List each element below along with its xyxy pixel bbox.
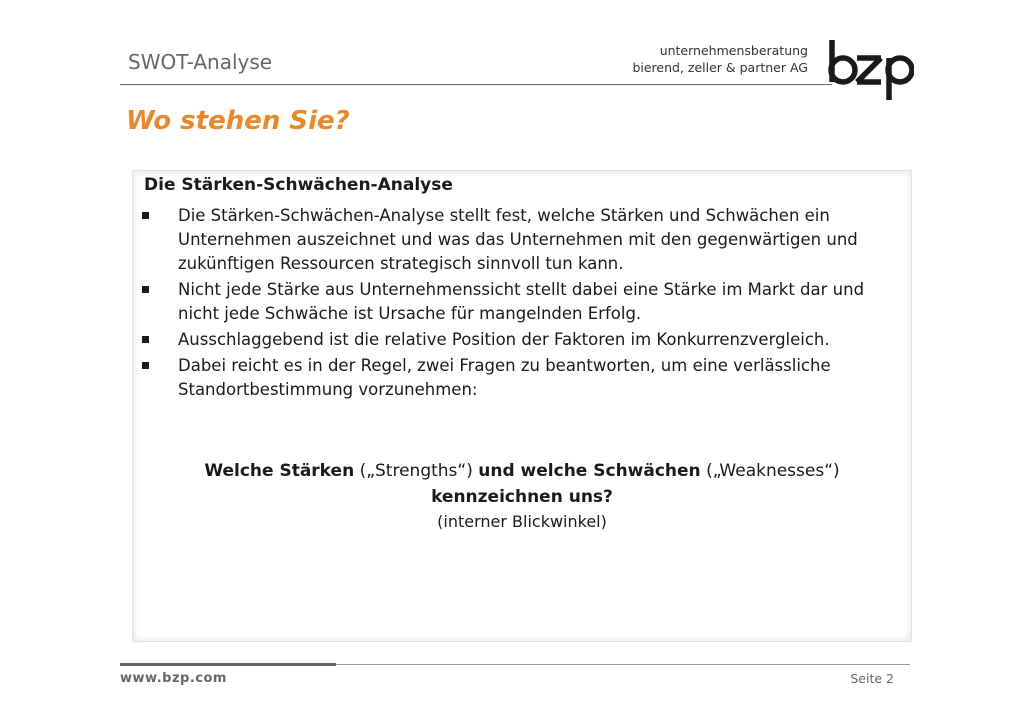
content-panel (132, 170, 912, 642)
footer-accent-bar (120, 663, 336, 666)
square-bullet-icon (142, 286, 149, 293)
panel-title: Die Stärken-Schwächen-Analyse (144, 175, 453, 195)
square-bullet-icon (142, 212, 149, 219)
square-bullet-icon (142, 362, 149, 369)
bullet-list (132, 204, 902, 404)
company-name (632, 42, 808, 76)
bullet-text: Ausschlaggebend ist die relative Position der Faktoren im Konkurrenzvergleich. (178, 330, 830, 349)
footer-website-link[interactable]: www.bzp.com (120, 671, 227, 686)
company-line-2: bierend, zeller & partner AG (632, 60, 808, 75)
bullet-text: Die Stärken-Schwächen-Analyse stellt fest, welche Stärken und Schwächen ein Unternehmen auszeichnet und was das Unternehmen mit den gegenwärtigen und zukünftigen Ressourcen strategisch sinnvoll tun kann. (178, 206, 858, 273)
question-strengths-en: („Strengths“) (359, 461, 473, 481)
list-item (132, 354, 902, 402)
section-heading: Wo stehen Sie? (126, 106, 350, 136)
bzp-logo (826, 38, 914, 102)
key-question (132, 458, 912, 510)
list-item (132, 204, 902, 276)
list-item (132, 328, 902, 352)
list-item (132, 278, 902, 326)
question-weaknesses-en: („Weaknesses“) (706, 461, 840, 481)
bullet-text: Dabei reicht es in der Regel, zwei Fragen zu beantworten, um eine verlässliche Standortbestimmung vorzunehmen: (178, 356, 831, 399)
question-end: kennzeichnen uns? (431, 487, 613, 507)
header-divider (120, 84, 832, 85)
question-strengths: Welche Stärken (204, 461, 355, 481)
page-title: SWOT-Analyse (128, 50, 273, 74)
perspective-note: (interner Blickwinkel) (437, 512, 607, 531)
question-weaknesses: und welche Schwächen (478, 461, 701, 481)
page-number: Seite 2 (850, 671, 894, 686)
bullet-text: Nicht jede Stärke aus Unternehmenssicht stellt dabei eine Stärke im Markt dar und nicht jede Schwäche ist Ursache für mangelnden Erfolg. (178, 280, 865, 323)
square-bullet-icon (142, 336, 149, 343)
company-line-1: unternehmensberatung (659, 43, 808, 58)
